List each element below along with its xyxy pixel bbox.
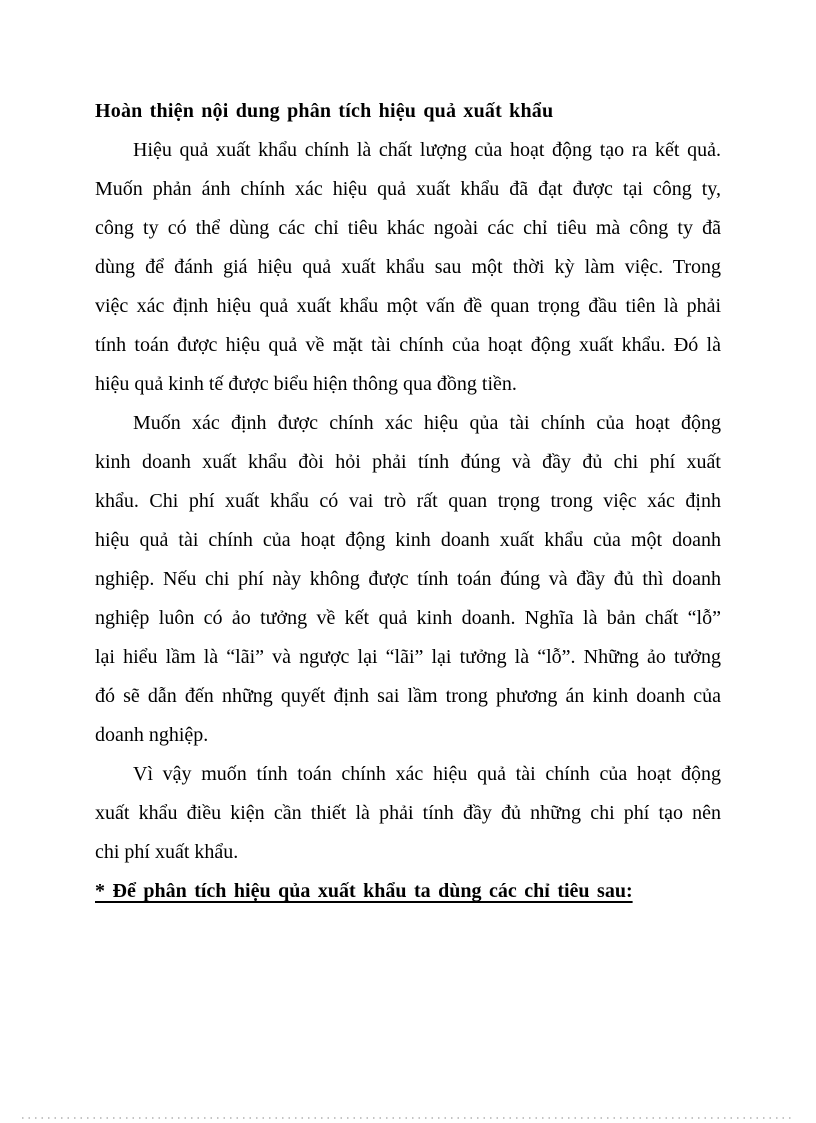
text-line: việc xác định hiệu quả xuất khẩu một vấn đề quan trọng đầu tiên là phải (95, 295, 721, 317)
document-title: Hoàn thiện nội dung phân tích hiệu quả xuất khẩu (95, 100, 554, 122)
text-line: xuất khẩu điều kiện cần thiết là phải tính đầy đủ những chi phí tạo nên (95, 802, 721, 824)
text-line: Muốn phản ánh chính xác hiệu quả xuất khẩu đã đạt được tại công ty, (95, 178, 721, 200)
text-line: kinh doanh xuất khẩu đòi hỏi phải tính đúng và đầy đủ chi phí xuất (95, 451, 721, 473)
text-line: hiệu quả tài chính của hoạt động kinh doanh xuất khẩu của một doanh (95, 529, 721, 551)
paragraph (95, 404, 721, 755)
text-line: đó sẽ dẫn đến những quyết định sai lầm trong phương án kinh doanh của (95, 685, 721, 707)
text-line: hiệu quả kinh tế được biểu hiện thông qua đồng tiền. (95, 373, 517, 395)
text-line: lại hiểu lầm là “lãi” và ngược lại “lãi” lại tưởng là “lỗ”. Những ảo tưởng (95, 646, 721, 668)
text-line: tính toán được hiệu quả về mặt tài chính của hoạt động xuất khẩu. Đó là (95, 334, 721, 356)
document-body (95, 131, 721, 872)
text-line: nghiệp. Nếu chi phí này không được tính toán đúng và đầy đủ thì doanh (95, 568, 721, 590)
section-heading: * Để phân tích hiệu qủa xuất khẩu ta dùng các chỉ tiêu sau: (95, 880, 633, 902)
text-line: Muốn xác định được chính xác hiệu qủa tài chính của hoạt động (133, 412, 721, 434)
text-line: chi phí xuất khẩu. (95, 841, 239, 863)
paragraph (95, 755, 721, 872)
document-content (95, 92, 721, 911)
paragraph (95, 131, 721, 404)
text-line: Vì vậy muốn tính toán chính xác hiệu quả tài chính của hoạt động (133, 763, 721, 785)
text-line: nghiệp luôn có ảo tưởng về kết quả kinh doanh. Nghĩa là bản chất “lỗ” (95, 607, 721, 629)
text-line: dùng để đánh giá hiệu quả xuất khẩu sau một thời kỳ làm việc. Trong (95, 256, 721, 278)
text-line: doanh nghiệp. (95, 724, 209, 746)
text-line: Hiệu quả xuất khẩu chính là chất lượng của hoạt động tạo ra kết quả. (133, 139, 721, 161)
page-break-divider (22, 1117, 794, 1119)
text-line: công ty có thể dùng các chỉ tiêu khác ngoài các chỉ tiêu mà công ty đã (95, 217, 721, 239)
text-line: khẩu. Chi phí xuất khẩu có vai trò rất quan trọng trong việc xác định (95, 490, 721, 512)
